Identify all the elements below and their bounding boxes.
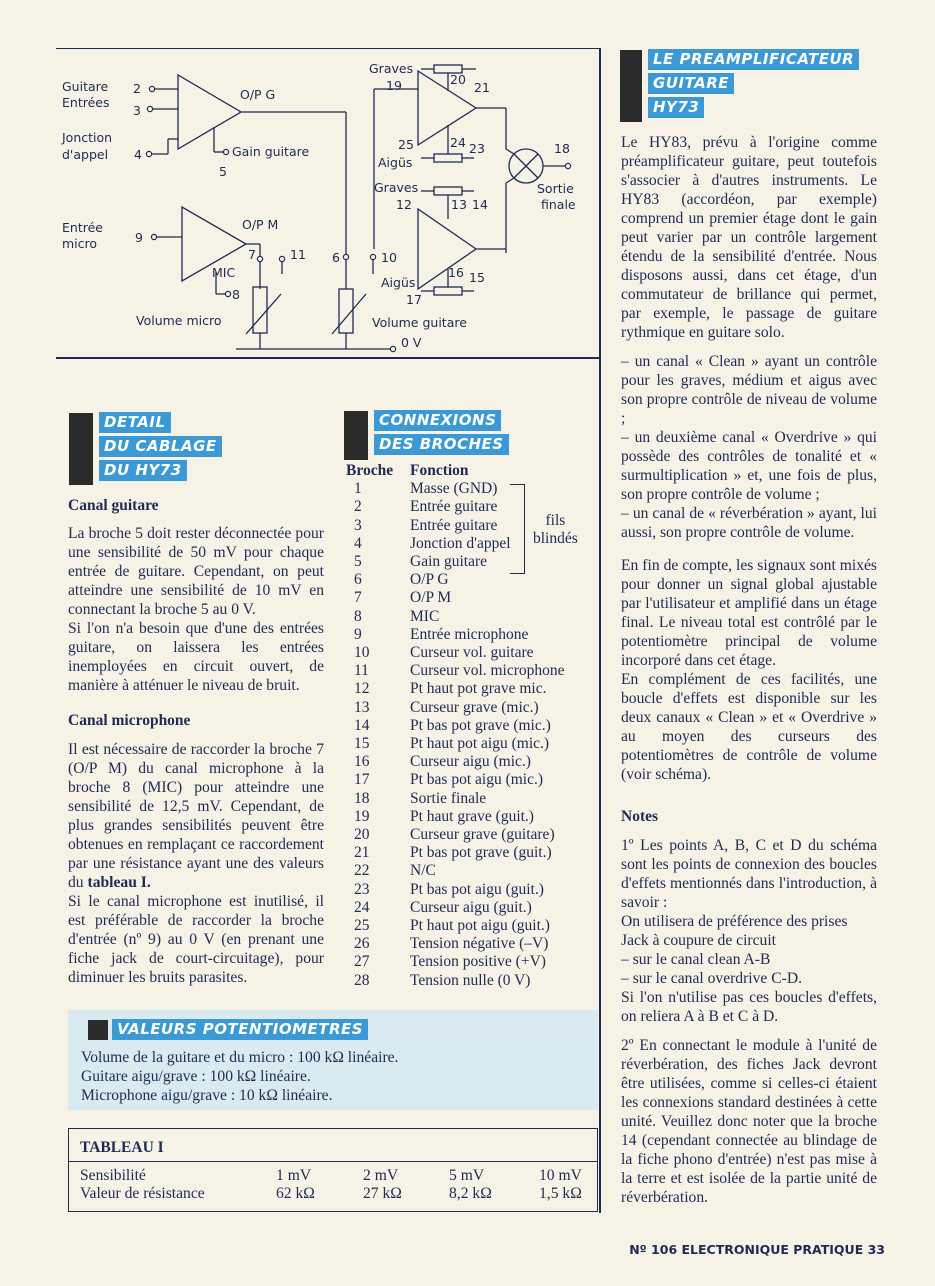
pin-number: 17 [354,771,370,789]
label-pin-5: 5 [219,164,227,179]
connexions-header [374,410,534,458]
valeurs-line-1: Volume de la guitare et du micro : 100 kΩ linéaire. [81,1049,399,1066]
shielded-label [533,512,578,548]
pin-number: 8 [354,607,362,625]
pin-function: Curseur grave (guitare) [410,826,555,844]
pin-function: Curseur grave (mic.) [410,698,539,716]
label-pin-13: 13 [451,197,467,212]
tableau-row2-label: Valeur de résistance [80,1185,205,1202]
pin-function: N/C [410,862,436,880]
pin-row [346,589,565,607]
pin-row [346,808,565,826]
tableau-divider [69,1161,597,1162]
pin-row [346,535,565,553]
pin-number: 21 [354,844,370,862]
label-pin-15: 15 [469,270,485,285]
preamp-header-bar [620,50,642,122]
pin-number: 13 [354,698,370,716]
label-pin-24: 24 [450,135,466,150]
valeurs-box [68,1010,598,1110]
preamp-header-line-1: LE PREAMPLIFICATEUR [648,49,859,70]
pin-col-fonction: Fonction [410,462,469,479]
canal-guitare-paragraph-2: Si l'on n'a besoin que d'une des entrées guitare, on laissera les entrées inemployées en circuit ouvert, de manière à atténuer le niveau de bruit. [68,620,324,694]
label-aigus-top: Aigüs [378,155,413,170]
pin-row [346,608,565,626]
label-pin-16: 16 [448,265,464,280]
label-pin-11: 11 [290,247,306,262]
pin-row [346,826,565,844]
pin-col-broche: Broche [346,462,394,479]
label-volume-micro: Volume micro [136,313,222,328]
tableau-row2-cell: 62 kΩ [276,1185,315,1202]
pin-row [346,899,565,917]
schematic-figure [56,48,600,359]
pin-function: Masse (GND) [410,480,498,498]
pin-row [346,972,565,990]
label-pin-14: 14 [472,197,488,212]
tableau-1 [68,1128,598,1212]
pin-table [346,462,596,990]
valeurs-line-3: Microphone aigu/grave : 10 kΩ linéaire. [81,1087,333,1104]
pin-function: Tension positive (+V) [410,953,546,971]
label-pin-7: 7 [248,247,256,262]
preamp-paragraph-3: En complément de ces facilités, une boucle d'effets est disponible sur les deux canaux « Clean » et « Overdrive » au moyen des curseurs des potentiomètres de contrôle de volume (voir schéma). [621,671,877,783]
pin-row [346,735,565,753]
note-2: 2º En connectant le module à l'unité de réverbération, des fiches Jack devront être utilisées, comme si celles-ci étaient les connexions standard destinées à cette unité. Veuillez donc noter que la broche 14 (cependant connectée au blindage de la fiche phono d'entrée) n'est pas mise à la terre et est isolée de la partie unité de réverbération. [621,1037,877,1206]
pin-row [346,498,565,516]
label-pin-4: 4 [134,147,142,162]
pin-number: 4 [354,534,362,552]
pin-number: 25 [354,917,370,935]
note-1-clean: – sur le canal clean A-B [621,951,771,968]
pin-row [346,917,565,935]
pin-function: O/P G [410,571,449,589]
pin-number: 3 [354,516,362,534]
label-mic: MIC [212,265,236,280]
pin-function: Pt haut pot aigu (mic.) [410,735,550,753]
preamp-text-column [621,133,877,1207]
tableau-row2-cell: 8,2 kΩ [449,1185,492,1202]
label-graves-top: Graves [369,61,414,76]
pin-row [346,862,565,880]
label-pin-17: 17 [406,292,422,307]
pin-number: 28 [354,971,370,989]
valeurs-header-bar [88,1020,108,1040]
pin-number: 18 [354,789,370,807]
pin-number: 12 [354,680,370,698]
label-micro: micro [62,236,98,251]
pin-function: Entrée microphone [410,625,529,643]
column-divider [599,48,601,1213]
label-pin-6: 6 [332,250,340,265]
pin-number: 11 [354,662,369,680]
pin-number: 24 [354,898,370,916]
note-1-relier: Si l'on n'utilise pas ces boucles d'effets, on reliera A à B et C à D. [621,989,877,1025]
detail-text-column [68,497,324,987]
shielded-label-line-2: blindés [533,530,578,547]
pin-function: Pt bas pot grave (guit.) [410,844,552,862]
label-aigus-bot: Aigüs [381,275,416,290]
preamp-bullet-2: – un deuxième canal « Overdrive » qui possède des contrôles de tonalité et « surmultiplication » et, une fois de plus, son propre contrôle de volume ; [621,429,877,503]
connexions-header-line-1: CONNEXIONS [374,410,501,431]
detail-header-line-2: DU CABLAGE [99,436,222,457]
label-pin-20: 20 [450,72,466,87]
note-1-prises: On utilisera de préférence des prises Jack à coupure de circuit [621,913,848,949]
pin-row [346,753,565,771]
detail-header-line-3: DU HY73 [99,460,187,481]
pin-function: Jonction d'appel [410,534,511,552]
label-pin-10: 10 [381,250,397,265]
pin-row [346,790,565,808]
tableau-reference: tableau I. [87,874,151,891]
label-pin-21: 21 [474,80,490,95]
pin-number: 9 [354,625,362,643]
tableau-row1-cell: 2 mV [363,1167,399,1184]
pin-row [346,626,565,644]
label-entree: Entrée [62,220,103,235]
note-1-intro: 1º Les points A, B, C et D du schéma sont les points de connexion des boucles d'effets mentionnés dans l'introduction, à savoir : [621,837,877,911]
label-guitare: Guitare [62,79,109,94]
pin-number: 19 [354,807,370,825]
pin-row [346,771,565,789]
shielded-bracket [510,484,525,574]
pin-row [346,662,565,680]
preamp-header [648,49,878,121]
pin-row [346,953,565,971]
pin-function: Pt bas pot grave (mic.) [410,716,551,734]
canal-guitare-paragraph-1: La broche 5 doit rester déconnectée pour une sensibilité de 50 mV pour chaque entrée de guitare. Cependant, on peut atteindre une sensibilité de 10 mV en connectant la broche 5 au 0 V. [68,525,324,618]
label-dappel: d'appel [62,147,109,162]
canal-micro-paragraph-2: Si le canal microphone est inutilisé, il est préférable de raccorder la broche d'entrée (nº 9) au 0 V (en prenant une fiche jack de court-circuitage), pour diminuer les bruits parasites. [68,893,324,986]
label-pin-18: 18 [554,141,570,156]
label-pin-8: 8 [232,287,240,302]
label-pin-3: 3 [133,103,141,118]
label-opg: O/P G [240,87,276,102]
pin-function: Tension négative (–V) [410,935,549,953]
detail-header-bar [69,413,93,485]
pin-row [346,717,565,735]
pin-function: Pt bas pot aigu (guit.) [410,880,544,898]
pin-number: 22 [354,862,370,880]
pin-function: Curseur aigu (mic.) [410,753,531,771]
pin-row [346,935,565,953]
label-pin-9: 9 [135,230,143,245]
pin-number: 27 [354,953,370,971]
label-entrees: Entrées [62,95,110,110]
pin-function: Pt haut pot aigu (guit.) [410,917,550,935]
pin-row [346,480,565,498]
preamp-paragraph-1: Le HY83, prévu à l'origine comme préamplificateur guitare, peut toutefois s'associer à d'autres instruments. Le HY83 (accordéon, par exemple) comprend un premier étage dont le gain peut varier par un contrôle largement étendu de la sensibilité d'entrée. Nous disposons aussi, dans cet étage, d'un commutateur de brillance qui permet, par exemple, le passage de guitare rythmique en guitare solo. [621,134,877,341]
canal-micro-paragraph-1-text: Il est nécessaire de raccorder la broche 7 (O/P M) du canal microphone à la broche 8 (MIC) pour atteindre une sensibilité de 12,5 mV. Cependant, de plus grandes sensibilités peuvent être obtenues en remplaçant ce raccordement par une résistance ayant une des valeurs du [68,741,324,891]
pin-function: O/P M [410,589,452,607]
pin-function: Gain guitare [410,553,488,571]
pin-row [346,571,565,589]
pin-function: Curseur vol. guitare [410,644,534,662]
pin-number: 14 [354,716,370,734]
label-pin-19: 19 [386,78,402,93]
pin-function: Entrée guitare [410,498,498,516]
pin-table-grid [346,462,565,990]
label-pin-25: 25 [398,137,414,152]
label-gain-guitare: Gain guitare [232,144,310,159]
pin-row [346,644,565,662]
pin-function: Pt bas pot aigu (mic.) [410,771,544,789]
label-graves-bot: Graves [374,180,419,195]
pin-number: 23 [354,880,370,898]
label-finale: finale [541,197,576,212]
pin-function: Pt haut grave (guit.) [410,807,534,825]
preamp-header-line-2: GUITARE [648,73,734,94]
shielded-label-line-1: fils [545,512,566,529]
pin-number: 6 [354,571,362,589]
note-1-overdrive: – sur le canal overdrive C-D. [621,970,802,987]
connexions-header-bar [344,411,368,460]
pin-number: 16 [354,753,370,771]
pin-row [346,699,565,717]
pin-function: Tension nulle (0 V) [410,971,531,989]
tableau-row1-cell: 5 mV [449,1167,485,1184]
pin-function: Curseur aigu (guit.) [410,898,532,916]
pin-number: 10 [354,644,370,662]
valeurs-line-2: Guitare aigu/grave : 100 kΩ linéaire. [81,1068,311,1085]
tableau-title: TABLEAU I [80,1139,164,1156]
canal-guitare-title: Canal guitare [68,497,159,514]
valeurs-header-label: VALEURS POTENTIOMETRES [112,1019,368,1040]
pin-number: 2 [354,498,362,516]
tableau-row1-label: Sensibilité [80,1167,146,1184]
pin-function: Entrée guitare [410,516,498,534]
pin-number: 20 [354,826,370,844]
pin-row [346,553,565,571]
pin-function: MIC [410,607,440,625]
preamp-bullet-1: – un canal « Clean » ayant un contrôle pour les graves, médium et aigus avec son propre contrôle de niveau de volume ; [621,353,877,427]
schematic-svg [56,49,600,357]
pin-function: Curseur vol. microphone [410,662,565,680]
pin-number: 26 [354,935,370,953]
label-pin-2: 2 [133,81,141,96]
preamp-bullet-3: – un canal de « réverbération » ayant, lui aussi, son propre contrôle de volume. [621,505,877,541]
tableau-row1-cell: 10 mV [539,1167,582,1184]
preamp-paragraph-2: En fin de compte, les signaux sont mixés pour donner un signal global ajustable par l'utilisateur et amplifié dans un étage final. Le niveau total est contrôlé par le potentiomètre principal de volume incorporé dans cet étage. [621,557,877,669]
canal-micro-paragraph-1 [68,740,324,892]
label-pin-12: 12 [396,197,412,212]
label-opm: O/P M [242,217,279,232]
pin-rows [346,480,565,990]
pin-row [346,680,565,698]
preamp-header-line-3: HY73 [648,97,704,118]
label-0v: 0 V [401,335,422,350]
pin-row [346,844,565,862]
tableau-row2-cell: 27 kΩ [363,1185,402,1202]
tableau-row-sensibilite [80,1166,590,1185]
detail-header [99,412,239,484]
pin-number: 15 [354,735,370,753]
pin-number: 5 [354,553,362,571]
label-sortie: Sortie [537,181,574,196]
pin-function: Sortie finale [410,789,487,807]
canal-micro-title: Canal microphone [68,712,191,729]
connexions-header-line-2: DES BROCHES [374,434,509,455]
label-jonction: Jonction [62,130,113,145]
label-pin-23: 23 [469,141,485,156]
page-footer: Nº 106 ELECTRONIQUE PRATIQUE 33 [629,1242,885,1257]
pin-row [346,881,565,899]
label-volume-guitare: Volume guitare [372,315,467,330]
tableau-row2-cell: 1,5 kΩ [539,1185,582,1202]
tableau-row-resistance [80,1184,590,1203]
pin-number: 7 [354,589,362,607]
pin-row [346,517,565,535]
valeurs-header [112,1019,368,1043]
notes-title: Notes [621,808,659,825]
valeurs-lines [81,1048,591,1105]
pin-function: Pt haut pot grave mic. [410,680,547,698]
pin-number: 1 [354,480,362,498]
tableau-row1-cell: 1 mV [276,1167,312,1184]
detail-header-line-1: DETAIL [99,412,171,433]
